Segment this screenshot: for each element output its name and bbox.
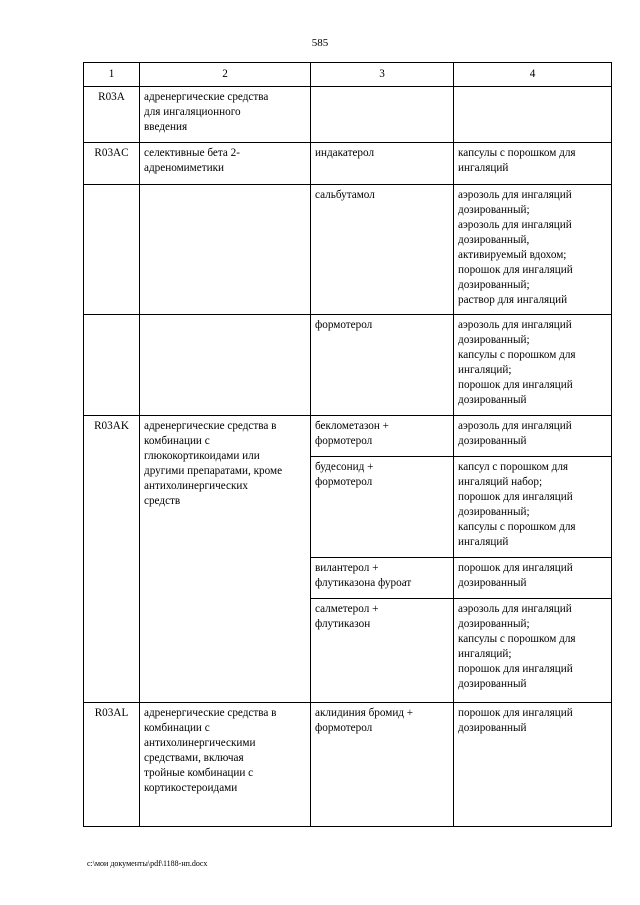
drug-name: аклидиния бромид + формотерол [311,703,454,827]
table-row [84,185,612,315]
dosage-form [454,87,612,143]
group-name: адренергические средства в комбинации с глюкокортикоидами или другими препаратами, кроме антихолинергических средств [140,416,311,703]
table-row [84,315,612,416]
group-name [140,185,311,315]
table-row [84,143,612,185]
atc-code: R03AL [84,703,140,827]
drug-name: беклометазон + формотерол [311,416,454,457]
table-header-row [84,63,612,87]
dosage-form: порошок для ингаляций дозированный [454,703,612,827]
drug-name: индакатерол [311,143,454,185]
drug-name: сальбутамол [311,185,454,315]
dosage-form: аэрозоль для ингаляций дозированный; капсулы с порошком для ингаляций; порошок для ингаляций дозированный [454,599,612,703]
dosage-form: порошок для ингаляций дозированный [454,558,612,599]
drug-name: салметерол + флутиказон [311,599,454,703]
table-row [84,703,612,827]
group-name: селективные бета 2- адреномиметики [140,143,311,185]
group-name [140,315,311,416]
drug-name: будесонид + формотерол [311,457,454,558]
dosage-form: аэрозоль для ингаляций дозированный; аэрозоль для ингаляций дозированный, активируемый вдохом; порошок для ингаляций дозированный; раствор для ингаляций [454,185,612,315]
page-number: 585 [311,37,329,49]
atc-code: R03AC [84,143,140,185]
drug-classification-table [83,62,612,827]
table-row [84,416,612,457]
drug-name [311,87,454,143]
atc-code [84,185,140,315]
column-header-1: 1 [84,63,140,87]
dosage-form: аэрозоль для ингаляций дозированный [454,416,612,457]
dosage-form: капсул с порошком для ингаляций набор; порошок для ингаляций дозированный; капсулы с порошком для ингаляций [454,457,612,558]
atc-code: R03AK [84,416,140,703]
group-name: адренергические средства для ингаляционного введения [140,87,311,143]
table-row [84,87,612,143]
dosage-form: капсулы с порошком для ингаляций [454,143,612,185]
atc-code: R03A [84,87,140,143]
column-header-4: 4 [454,63,612,87]
group-name: адренергические средства в комбинации с антихолинергическими средствами, включая тройные комбинации с кортикостероидами [140,703,311,827]
column-header-2: 2 [140,63,311,87]
file-path-footer: c:\мои документы\pdf\1188-нп.docx [87,859,208,868]
atc-code [84,315,140,416]
drug-name: формотерол [311,315,454,416]
drug-name: вилантерол + флутиказона фуроат [311,558,454,599]
column-header-3: 3 [311,63,454,87]
dosage-form: аэрозоль для ингаляций дозированный; капсулы с порошком для ингаляций; порошок для ингаляций дозированный [454,315,612,416]
